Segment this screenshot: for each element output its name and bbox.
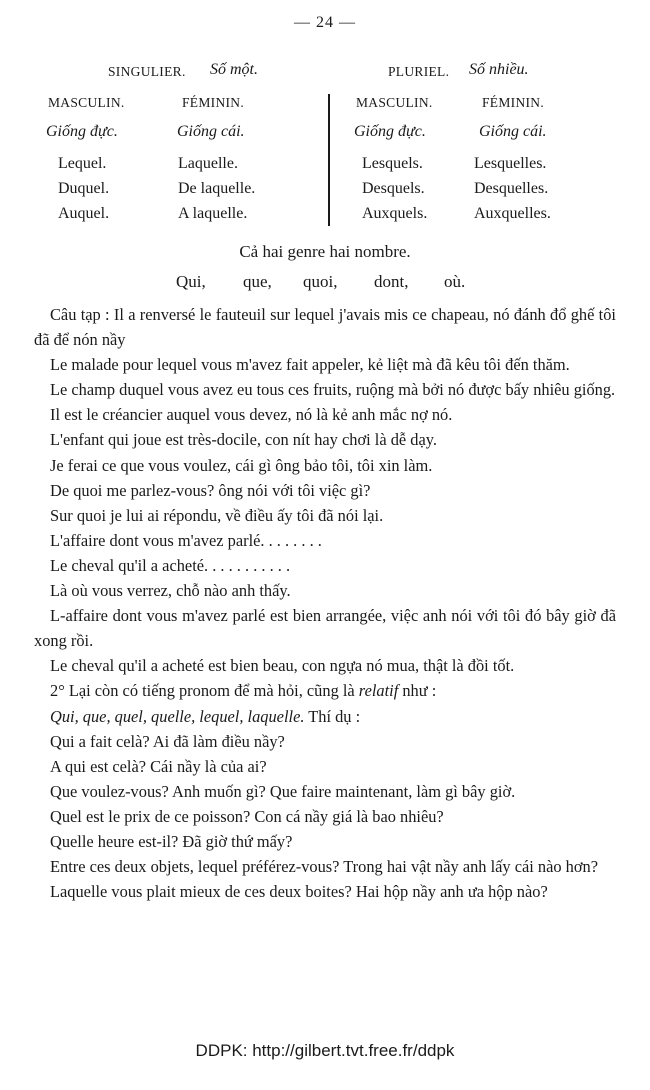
table-cell: Laquelle. xyxy=(178,155,238,172)
paragraph: De quoi me parlez-vous? ông nói với tôi việc gì? xyxy=(50,480,371,500)
pronoun-item: dont, xyxy=(374,272,409,291)
paragraph: Que voulez-vous? Anh muốn gì? Que faire maintenant, làm gì bây giờ. xyxy=(50,781,516,801)
header-masculin-singular: MASCULIN. xyxy=(48,95,125,110)
table-cell: Lequel. xyxy=(58,155,107,172)
paragraph: L'affaire dont vous m'avez parlé. . . . . . . . xyxy=(50,530,322,550)
paragraph-text: như : xyxy=(398,681,437,701)
header-masculin-plural: MASCULIN. xyxy=(356,95,433,110)
paragraph: Entre ces deux objets, lequel préférez-vous? Trong hai vật nầy anh lấy cái nào hơn? xyxy=(50,857,599,877)
singular-title: SINGULIER. xyxy=(108,64,186,79)
body-text xyxy=(34,302,616,904)
pronoun-item: Qui, xyxy=(176,272,206,291)
emphasis-pronoun-list: Qui, que, quel, quelle, lequel, laquelle. xyxy=(50,706,305,726)
page-number: — 24 — xyxy=(294,14,356,31)
table-cell: De laquelle. xyxy=(178,180,256,197)
paragraph: L'enfant qui joue est très-docile, con nít hay chơi là dễ dạy. xyxy=(50,430,437,450)
paragraph: Quelle heure est-il? Đã giờ thứ mấy? xyxy=(50,831,293,851)
pronoun-item: quoi, xyxy=(303,272,338,291)
table-cell: Lesquelles. xyxy=(474,155,547,172)
emphasis-relatif: relatif xyxy=(358,681,399,701)
paragraph: L-affaire dont vous m'avez parlé est bien arrangée, việc anh nói với tôi đó bây giờ đã xong rồi. xyxy=(34,606,616,651)
paragraph: Laquelle vous plait mieux de ces deux boites? Hai hộp nầy anh ưa hộp nào? xyxy=(50,882,548,902)
paragraph: Quel est le prix de ce poisson? Con cá nầy giá là bao nhiêu? xyxy=(50,806,444,826)
column-divider xyxy=(328,94,330,226)
table-cell: Desquels. xyxy=(362,180,425,197)
header-feminin-plural: FÉMININ. xyxy=(482,95,545,110)
paragraph-text: 2° Lại còn có tiếng pronom để mà hỏi, cũng là xyxy=(50,681,359,701)
table-cell: Auquel. xyxy=(58,205,110,222)
header-vn-feminin-singular: Giống cái. xyxy=(177,123,245,140)
paragraph: Câu tạp : Il a renversé le fauteuil sur lequel j'avais mis ce chapeau, nó đánh đổ ghế tôi đã để nón nầy xyxy=(34,305,616,350)
table-cell: Duquel. xyxy=(58,180,110,197)
table-cell: A laquelle. xyxy=(178,205,248,222)
paragraph-text: Thí dụ : xyxy=(304,706,361,726)
both-genders-line: Cả hai genre hai nombre. xyxy=(239,242,411,261)
header-feminin-singular: FÉMININ. xyxy=(182,95,245,110)
paragraph: Le malade pour lequel vous m'avez fait appeler, kẻ liệt mà đã kêu tôi đến thăm. xyxy=(50,355,570,375)
paragraph: Le champ duquel vous avez eu tous ces fruits, ruộng mà bởi nó được bấy nhiêu giống. xyxy=(50,380,616,400)
table-cell: Auxquelles. xyxy=(474,205,551,222)
header-vn-feminin-plural: Giống cái. xyxy=(479,123,547,140)
pronoun-item: que, xyxy=(243,272,272,291)
plural-title: PLURIEL. xyxy=(388,64,450,79)
paragraph: Qui a fait celà? Ai đã làm điều nầy? xyxy=(50,731,285,751)
table-cell: Auxquels. xyxy=(362,205,428,222)
paragraph xyxy=(34,704,616,729)
plural-vn-title: Số nhiều. xyxy=(469,61,529,78)
header-vn-masculin-plural: Giống đực. xyxy=(354,123,426,140)
paragraph: Sur quoi je lui ai répondu, về điều ấy tôi đã nói lại. xyxy=(50,505,384,525)
pronoun-table xyxy=(36,60,616,236)
footer-link[interactable]: DDPK: http://gilbert.tvt.free.fr/ddpk xyxy=(195,1041,455,1060)
singular-vn-title: Số một. xyxy=(210,61,258,78)
paragraph xyxy=(34,678,616,703)
table-cell: Lesquels. xyxy=(362,155,423,172)
paragraph: Il est le créancier auquel vous devez, nó là kẻ anh mắc nợ nó. xyxy=(50,405,453,425)
paragraph: Le cheval qu'il a acheté. . . . . . . . . . . xyxy=(50,555,291,575)
paragraph: Le cheval qu'il a acheté est bien beau, con ngựa nó mua, thật là đồi tốt. xyxy=(50,656,515,676)
paragraph: A qui est celà? Cái nầy là của ai? xyxy=(50,756,267,776)
paragraph: Je ferai ce que vous voulez, cái gì ông bảo tôi, tôi xin làm. xyxy=(50,455,433,475)
paragraph: Là où vous verrez, chỗ nào anh thấy. xyxy=(50,581,291,601)
table-cell: Desquelles. xyxy=(474,180,549,197)
pronoun-item: où. xyxy=(444,272,466,291)
header-vn-masculin-singular: Giống đực. xyxy=(46,123,118,140)
